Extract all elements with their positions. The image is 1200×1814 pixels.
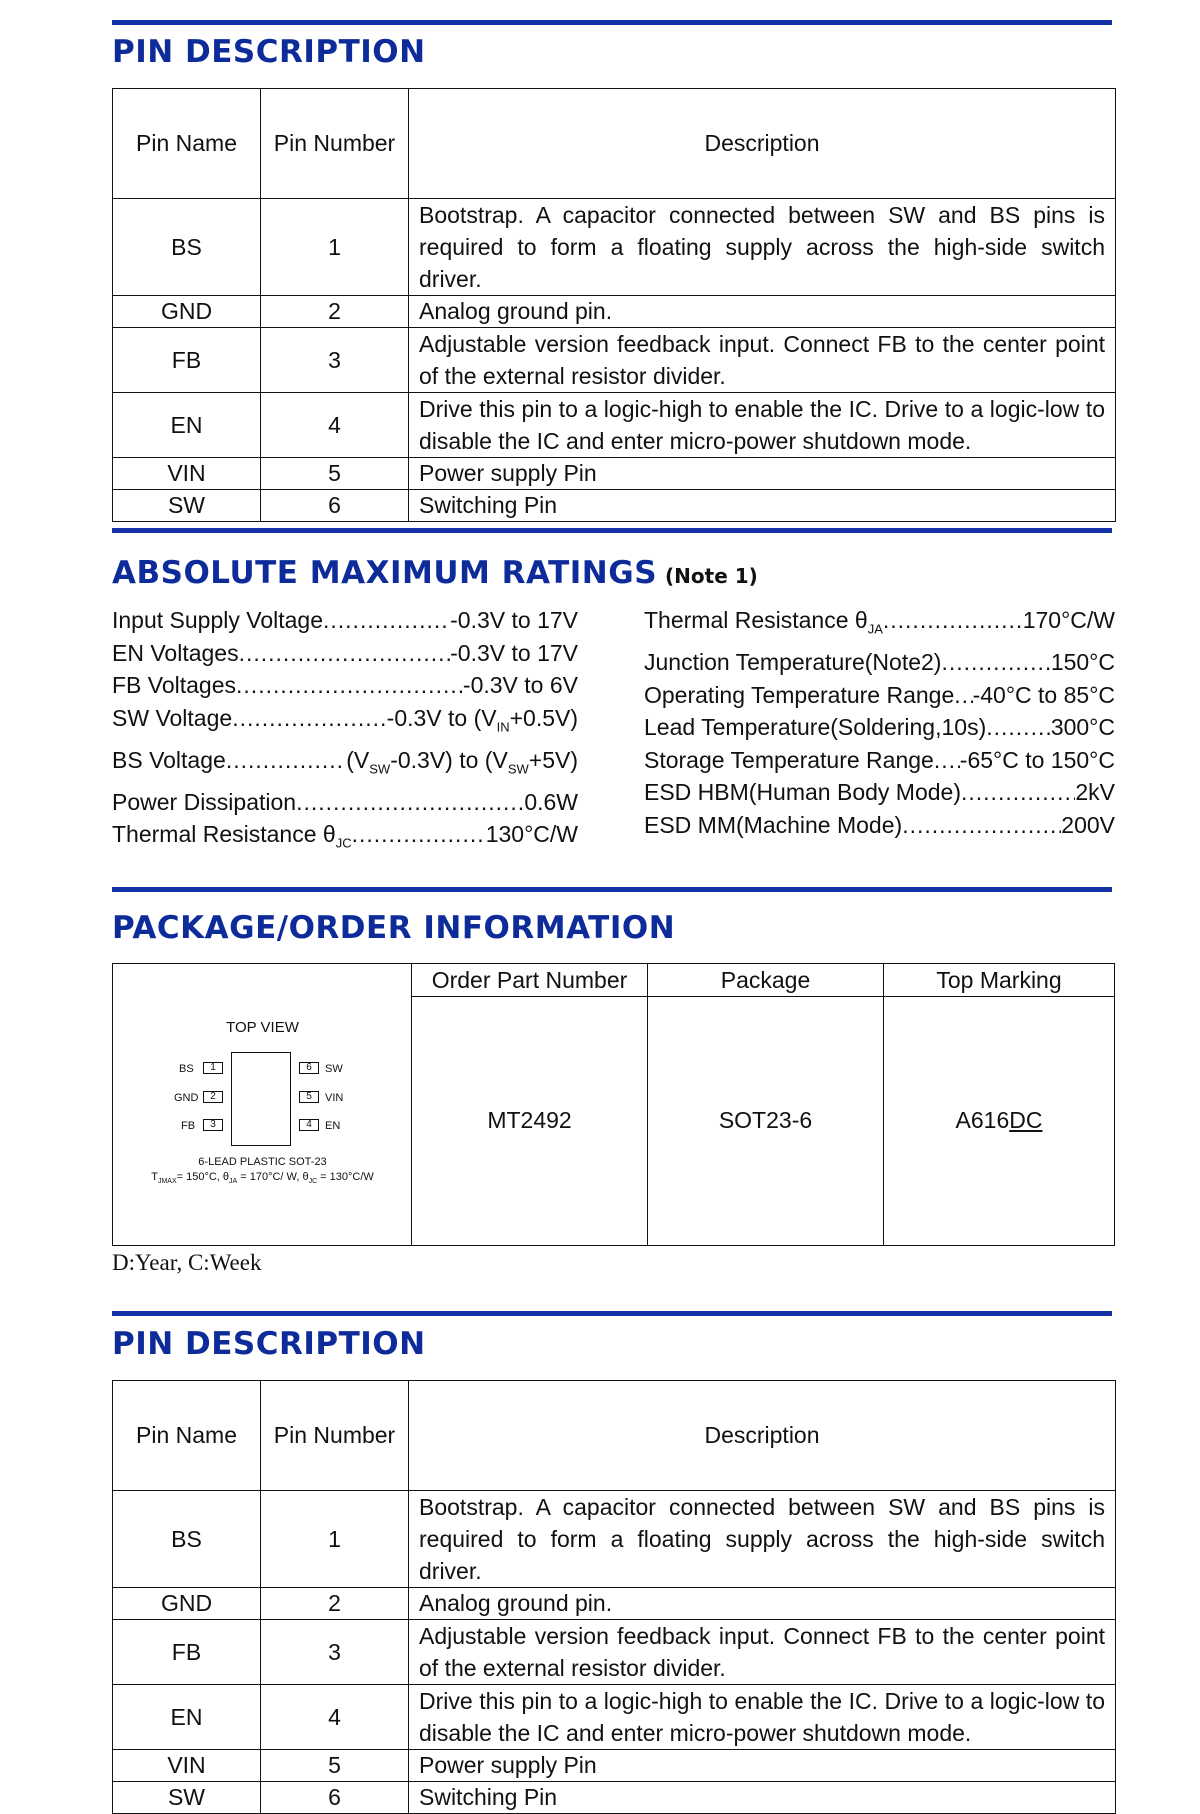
rating-label: EN Voltages [112,639,239,666]
table-row [113,458,1116,490]
pin-name: SW [113,1782,261,1814]
rating-row [644,776,1115,809]
package-value: SOT23-6 [718,1107,813,1133]
rating-label: Junction Temperature(Note2) [644,649,942,676]
pin-number-box: 1 [203,1062,223,1074]
rating-row [644,809,1115,842]
pin-description: Power supply Pin [409,1750,1116,1782]
package-header: Package [648,964,883,997]
section-divider [112,887,1112,892]
pin-number-box: 3 [203,1119,223,1131]
package-column [648,964,884,1245]
rating-label: ESD HBM(Human Body Mode) [644,779,961,806]
absolute-max-title-text: ABSOLUTE MAXIMUM RATINGS [112,555,658,591]
rating-label: SW Voltage [112,704,233,731]
table-row [113,296,1116,328]
top-marking-column [884,964,1114,1245]
pin-number-header: Pin Number [261,1381,409,1491]
rating-row [112,702,578,744]
rating-row [112,786,578,819]
pin-number: 5 [261,458,409,490]
pin-description: Bootstrap. A capacitor connected between SW and BS pins is required to form a floating supply across the high-side switch driver. [409,1491,1116,1588]
section-divider [112,1311,1112,1316]
rating-label: Power Dissipation [112,788,297,815]
rating-row [112,604,578,637]
rating-value: -0.3V to 17V [450,639,578,666]
rating-value: $(V_{SW}-0.3V)$ to $(V_{SW}+5V)$ [346,746,578,777]
rating-row [644,711,1115,744]
table-header-row [113,1381,1116,1491]
pin-name: GND [113,296,261,328]
rating-label: Storage Temperature Range [644,746,934,773]
pin-number-box: 5 [299,1091,319,1103]
description-header: Description [409,89,1116,199]
pin-label: EN [325,1120,341,1132]
rating-row [644,744,1115,777]
package-order-table [112,963,1115,1246]
table-row [113,1491,1116,1588]
thermal-caption: $T_{JMAX}= 150^\circ C$, $\theta_{JA} = 170^\circ C/$ W, $\theta_{JC} = 130^\circ C/W$ [151,1171,374,1186]
pin-description-title: PIN DESCRIPTION [112,34,426,70]
pin-number: 2 [261,1588,409,1620]
rating-row [644,679,1115,712]
sot23-pinout-diagram [113,964,412,1245]
rating-value: 300°C [1050,714,1115,741]
rating-label: Operating Temperature Range [644,681,955,708]
ratings-right-column [644,604,1115,841]
pin-number: 1 [261,1491,409,1588]
pin-label: SW [325,1063,343,1075]
table-row [113,1685,1116,1750]
pin-description: Drive this pin to a logic-high to enable the IC. Drive to a logic-low to disable the IC and enter micro-power shutdown mode. [409,393,1116,458]
rating-value: 170°C/W [1022,607,1115,633]
pin-name: BS [113,199,261,296]
pin-label: VIN [325,1092,344,1104]
table-row [113,1750,1116,1782]
pin-number: 5 [261,1750,409,1782]
pin-number: 3 [261,328,409,393]
description-header: Description [409,1381,1116,1491]
pin-name-header: Pin Name [113,89,261,199]
section-divider [112,528,1112,533]
rating-row [644,646,1115,679]
absolute-max-title [112,555,758,591]
table-row [113,328,1116,393]
pin-number: 1 [261,199,409,296]
rating-row [112,669,578,702]
pin-description: Adjustable version feedback input. Connect FB to the center point of the external resistor divider. [409,1620,1116,1685]
pin-description: Analog ground pin. [409,296,1116,328]
ratings-left-column [112,604,578,860]
table-row [113,1782,1116,1814]
rating-value: 0.6W [524,788,578,815]
pin-label: BS [179,1063,194,1075]
rating-value: 150°C [1050,649,1115,676]
rating-value: 130°C/W [485,821,578,848]
pin-name: FB [113,1620,261,1685]
rating-label: Thermal Resistance $\theta_{JA}$ [644,607,883,637]
rating-value: -0.3V to 6V [462,672,578,698]
pin-description: Bootstrap. A capacitor connected between SW and BS pins is required to form a floating supply across the high-side switch driver. [409,199,1116,296]
pin-name: GND [113,1588,261,1620]
rating-label: Lead Temperature(Soldering,10s) [644,714,987,741]
pin-label: FB [181,1120,196,1132]
section-divider [112,20,1112,25]
top-marking-header: Top Marking [884,964,1114,997]
pin-name: EN [113,393,261,458]
order-part-column [412,964,648,1245]
pin-description: Drive this pin to a logic-high to enable the IC. Drive to a logic-low to disable the IC and enter micro-power shutdown mode. [409,1685,1116,1750]
pin-description-table [112,1380,1116,1814]
pin-description: Switching Pin [409,1782,1116,1814]
pin-description: Adjustable version feedback input. Connect FB to the center point of the external resistor divider. [409,328,1116,393]
table-header-row [113,89,1116,199]
pin-number-header: Pin Number [261,89,409,199]
table-row [113,1588,1116,1620]
rating-value: -0.3V to $(V_{IN}+0.5V)$ [386,704,578,735]
pin-description-title: PIN DESCRIPTION [112,1326,426,1362]
top-view-label: TOP VIEW [226,1019,299,1036]
rating-label: Thermal Resistance $\theta_{JC}$ [112,821,352,851]
rating-label: FB Voltages [112,672,237,698]
order-part-value: MT2492 [487,1107,572,1133]
pin-description: Switching Pin [409,490,1116,522]
table-row [113,199,1116,296]
pin-number: 6 [261,490,409,522]
rating-label: ESD MM(Machine Mode) [644,811,903,838]
pin-number: 4 [261,1685,409,1750]
rating-value: -40°C to 85°C [972,681,1115,708]
pin-number: 6 [261,1782,409,1814]
note-ref: (Note 1) [665,564,758,588]
pin-number: 4 [261,393,409,458]
pin-number-box: 6 [299,1062,319,1074]
pin-number-box: 2 [203,1091,223,1103]
pin-name-header: Pin Name [113,1381,261,1491]
table-row [113,1620,1116,1685]
pin-number: 2 [261,296,409,328]
rating-label: Input Supply Voltage [112,607,323,633]
chip-body [231,1052,291,1146]
package-order-title: PACKAGE/ORDER INFORMATION [112,910,676,946]
pin-name: SW [113,490,261,522]
pin-name: EN [113,1685,261,1750]
pin-number-box: 4 [299,1119,319,1131]
rating-row [112,637,578,670]
pin-name: BS [113,1491,261,1588]
top-marking-value: A616 DC [955,1107,1043,1133]
rating-row [112,744,578,786]
package-caption: 6-LEAD PLASTIC SOT-23 [198,1156,327,1168]
order-part-header: Order Part Number [412,964,647,997]
rating-value: -0.3V to 17V [450,607,578,633]
pin-name: FB [113,328,261,393]
date-code-footnote: D:Year, C:Week [112,1250,262,1275]
rating-value: 200V [1061,811,1115,838]
pin-label: GND [174,1092,199,1104]
pin-description: Power supply Pin [409,458,1116,490]
pin-name: VIN [113,458,261,490]
pin-number: 3 [261,1620,409,1685]
pin-description-table [112,88,1116,522]
pin-description: Analog ground pin. [409,1588,1116,1620]
table-row [113,393,1116,458]
rating-label: BS Voltage [112,746,226,773]
pin-name: VIN [113,1750,261,1782]
rating-value: 2kV [1075,779,1115,806]
rating-row [644,604,1115,646]
rating-row [112,818,578,860]
rating-value: -65°C to 150°C [959,746,1115,773]
table-row [113,490,1116,522]
